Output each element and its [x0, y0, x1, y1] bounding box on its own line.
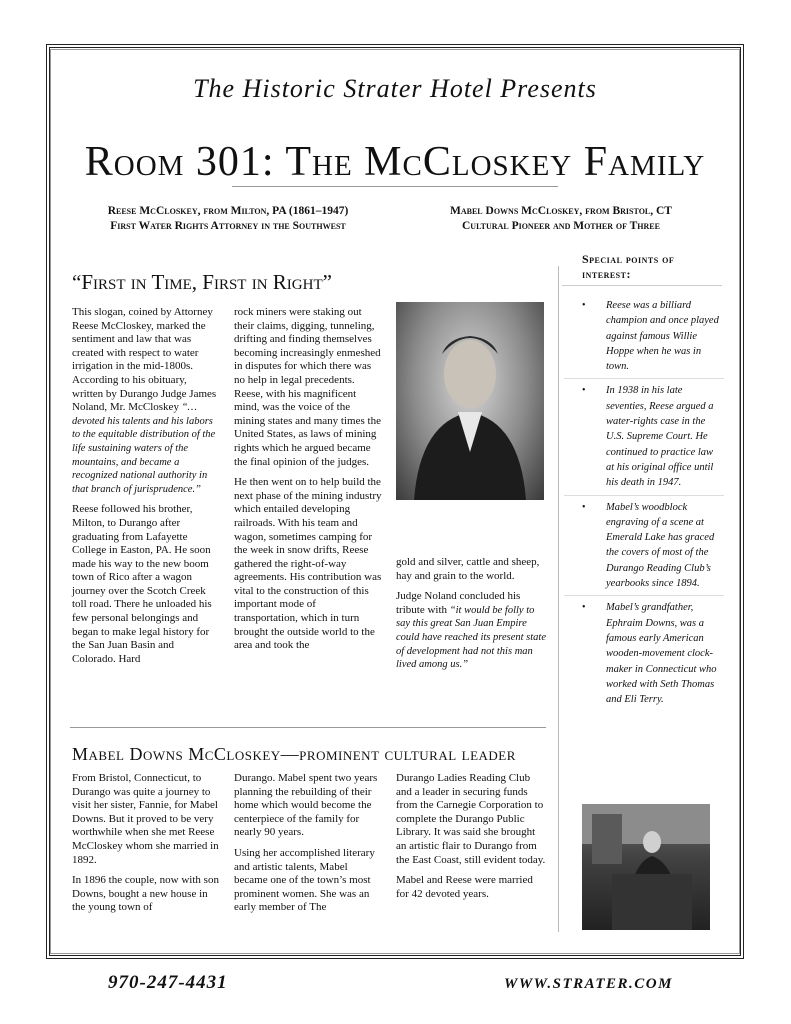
- paragraph-text: Judge Noland concluded his tribute with: [396, 590, 521, 616]
- presents-heading: The Historic Strater Hotel Presents: [193, 74, 597, 103]
- bullet-icon: •: [582, 602, 586, 614]
- byline-reese-role: First Water Rights Attorney in the Southwest: [110, 220, 346, 232]
- article-reese-col1: [72, 306, 220, 673]
- sidebar-list: [580, 298, 720, 716]
- bullet-icon: •: [582, 501, 586, 513]
- page-title: Room 301: The McCloskey Family: [84, 139, 706, 185]
- sidebar-divider: [558, 266, 559, 932]
- article-reese-col2: [234, 306, 382, 660]
- sidebar-item: [580, 383, 720, 490]
- sidebar-item-text: Mabel’s woodblock engraving of a scene at Emerald Lake has graced the covers of most of the Durango Reading Club’s yearbooks since 1894.: [606, 501, 715, 590]
- article-mabel-col3: [396, 772, 546, 908]
- sidebar-item-text: Reese was a billiard champion and once played against famous Willie Hoppe when he was in town.: [606, 300, 719, 373]
- article-heading-reese: “First in Time, First in Right”: [72, 270, 332, 294]
- byline-mabel: [402, 204, 720, 234]
- bullet-icon: •: [582, 385, 586, 397]
- paragraph: [396, 590, 546, 672]
- paragraph: rock miners were staking out their claims, digging, tunneling, drifting and finding themselves becoming increasingly enmeshed in disputes for which there was no help in legal precedents. Reese, with his magnificent mind, was the voice of the mining states and many times the United States, as laws of mining rights which he argued became the final opinion of the judges.: [234, 306, 381, 468]
- sidebar-title: Special points of interest:: [582, 252, 675, 281]
- article-heading-mabel: Mabel Downs McCloskey—prominent cultural leader: [72, 744, 516, 764]
- obituary-quote: “…devoted his talents and his labors to the equitable distribution of the life sustaining waters of the mountains, and became a recognized national authority in that branch of jurisprudence.”: [72, 402, 216, 495]
- sidebar-item-text: In 1938 in his late seventies, Reese argued a water-rights case in the U.S. Supreme Court. He continued to practice law at his original office until his death in 1947.: [606, 385, 714, 489]
- tribute-quote: “it would be folly to say this great San Juan Empire could have reached its present state of development had not this man lived among us.”: [396, 604, 546, 671]
- sidebar-item: [580, 600, 720, 707]
- paragraph: He then went on to help build the next phase of the mining industry which entailed developing railroads. With his team and wagon, sometimes camping for the week in snow drifts, Reese gathered the right-of-way agreements. His contribution was vital to the construction of this important mode of transportation, which in turn brought the outside world to the area and took the: [234, 476, 382, 652]
- paragraph: Mabel and Reese were married for 42 devoted years.: [396, 874, 533, 900]
- byline-reese: [70, 204, 386, 234]
- paragraph: Using her accomplished literary and artistic talents, Mabel became one of the town’s most prominent women. She was an early member of The: [234, 846, 375, 914]
- paragraph-text: This slogan, coined by Attorney Reese McCloskey, marked the sentiment and law that was created with respect to water irrigation in the mid-1800s. According to his obituary, written by Durango Judge James Noland, Mr. McCloskey: [72, 306, 217, 414]
- article-mabel-col1: [72, 772, 220, 922]
- byline-mabel-role: Cultural Pioneer and Mother of Three: [462, 220, 660, 232]
- sidebar-item-text: Mabel’s grandfather, Ephraim Downs, was a famous early American wooden-movement clock-maker in Connecticut who worked with Seth Thomas and Eli Terry.: [606, 602, 717, 706]
- article-mabel-col2: [234, 772, 382, 922]
- section-divider: [70, 727, 546, 728]
- sidebar-item-divider: [564, 378, 724, 379]
- reese-portrait-photo: [396, 302, 544, 500]
- byline-reese-name: Reese McCloskey, from Milton, PA (1861–1947): [107, 205, 349, 217]
- sidebar-item-divider: [564, 495, 724, 496]
- sidebar-item: [580, 500, 720, 592]
- bullet-icon: •: [582, 300, 586, 311]
- mabel-photo: [582, 804, 710, 930]
- paragraph: gold and silver, cattle and sheep, hay and grain to the world.: [396, 556, 540, 582]
- footer-phone: 970-247-4431: [108, 972, 228, 993]
- paragraph: In 1896 the couple, now with son Downs, bought a new house in the young town of: [72, 874, 219, 914]
- title-divider: [232, 186, 558, 187]
- sidebar-title-rule: [562, 285, 722, 286]
- paragraph: Durango Ladies Reading Club and a leader in securing funds from the Carnegie Corporation to complete the Durango Public Library. It was said she brought an artistic flair to Durango from the East Coast, still evident today.: [396, 772, 546, 866]
- paragraph: Reese followed his brother, Milton, to Durango after graduating from Lafayette College in Easton, PA. He soon made his way to the new boom town of Rico after a wagon journey over the Scotch Creek toll road. There he unloaded his few personal belongings and began to make legal history for the San Juan Basin and Colorado. Hard: [72, 503, 212, 665]
- article-reese-col3: [396, 556, 546, 679]
- sidebar-item-divider: [564, 595, 724, 596]
- byline-mabel-name: Mabel Downs McCloskey, from Bristol, CT: [450, 205, 672, 217]
- paragraph: Durango. Mabel spent two years planning the rebuilding of their home which would become the centerpiece of the family for nearly 90 years.: [234, 772, 378, 839]
- footer-website: WWW.STRATER.COM: [504, 976, 673, 992]
- paragraph: [72, 306, 220, 496]
- sidebar-item: [580, 298, 720, 374]
- paragraph: From Bristol, Connecticut, to Durango was quite a journey to visit her sister, Fannie, for Mabel Downs. But it proved to be very worthwhile when she met Reese McCloskey whom she married in 1892.: [72, 772, 219, 866]
